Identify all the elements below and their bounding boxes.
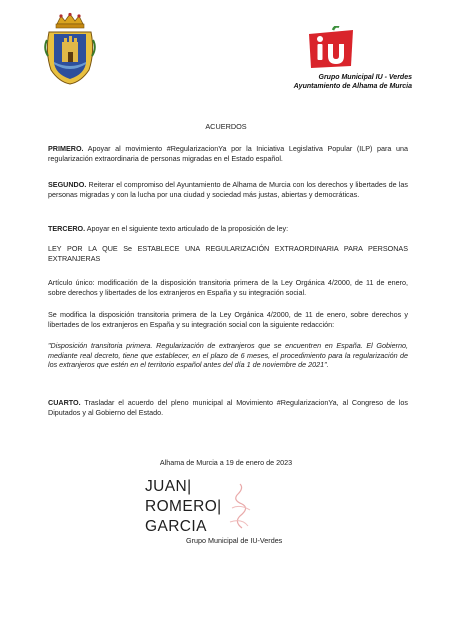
signature-line-2: ROMERO|	[145, 498, 222, 515]
quoted-disposition: "Disposición transitoria primera. Regularización de extranjeros que se encuentren en España. El Gobierno, mediante real decreto, tiene que establecer, en el plazo de 6 meses, el procedimiento para la regularización de los extranjeros que estén en el territorio español antes del día 1 de noviembre de 2021".	[48, 341, 408, 370]
text-tercero: Apoyar en el siguiente texto articulado de la proposición de ley:	[85, 224, 289, 233]
signature-group: Grupo Municipal de IU-Verdes	[186, 536, 283, 545]
text-cuarto: Trasladar el acuerdo del pleno municipal al Movimiento #RegularizacionYa, al Congreso de los Diputados y al Gobierno del Estado.	[48, 398, 408, 417]
municipal-crest-icon	[43, 12, 97, 86]
paragraph-primero	[48, 144, 408, 163]
signature-line-1: JUAN|	[145, 478, 192, 495]
group-header-line-2: Ayuntamiento de Alhama de Murcia	[293, 83, 412, 90]
paragraph-modifica: Se modifica la disposición transitoria primera de la Ley Orgánica 4/2000, de 11 de enero, sobre derechos y libertades de los extranjeros en España y su integración social con la siguiente redacción:	[48, 310, 408, 329]
law-title: LEY POR LA QUE Se ESTABLECE UNA REGULARIZACIÓN EXTRAORDINARIA PARA PERSONAS EXTRANJERAS	[48, 244, 408, 263]
paragraph-tercero	[48, 224, 408, 234]
lead-cuarto: CUARTO.	[48, 398, 81, 407]
text-segundo: Reiterar el compromiso del Ayuntamiento de Alhama de Murcia con los derechos y libertades de las personas migradas y con la lucha por una ciudad y sociedad más justas, abiertas y democráticas.	[48, 180, 408, 199]
group-header	[294, 73, 412, 91]
date-line: Alhama de Murcia a 19 de enero de 2023	[159, 458, 293, 467]
paragraph-articulo: Artículo único: modificación de la disposición transitoria primera de la Ley Orgánica 4/2000, de 11 de enero, sobre derechos y libertades de los extranjeros en España y su integración social.	[48, 278, 408, 297]
handwritten-signature-icon	[220, 478, 260, 538]
lead-segundo: SEGUNDO.	[48, 180, 87, 189]
document-title: ACUERDOS	[205, 122, 247, 131]
group-header-line-1: Grupo Municipal IU - Verdes	[318, 74, 412, 81]
signature-block	[145, 477, 222, 537]
paragraph-cuarto	[48, 398, 408, 417]
lead-tercero: TERCERO.	[48, 224, 86, 233]
iu-verdes-logo-icon	[305, 26, 357, 72]
lead-primero: PRIMERO.	[48, 144, 84, 153]
text-primero: Apoyar al movimiento #RegularizacionYa por la Iniciativa Legislativa Popular (ILP) para una regularización extraordinaria de personas migradas en el Estado español.	[48, 144, 408, 163]
paragraph-segundo	[48, 180, 408, 199]
signature-line-3: GARCIA	[145, 518, 207, 535]
